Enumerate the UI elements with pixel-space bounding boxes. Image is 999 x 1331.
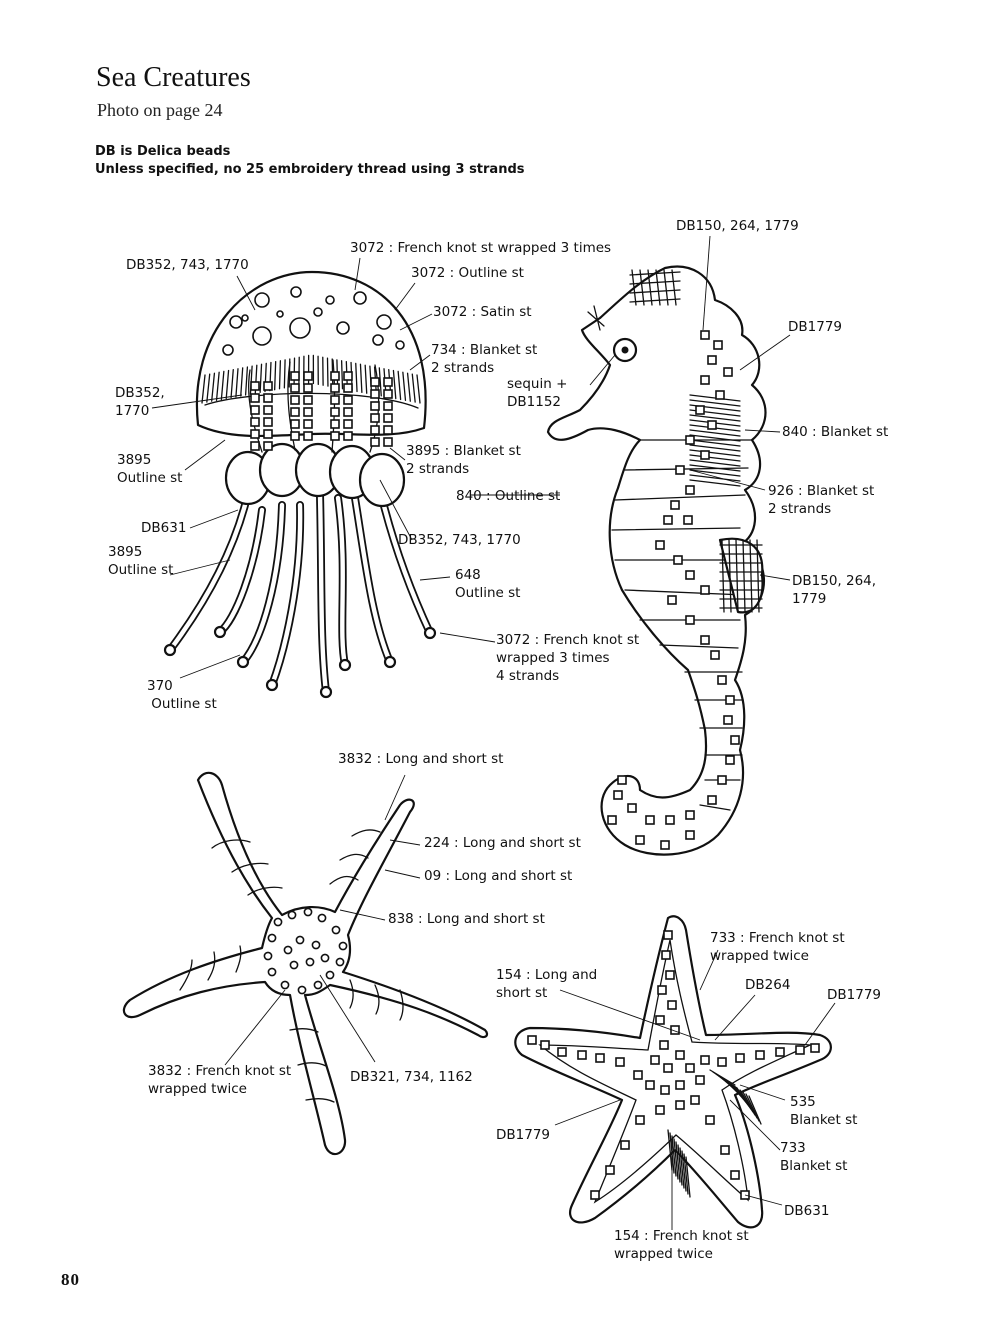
starfish-bead [591, 1191, 599, 1199]
brittle-star-band [352, 830, 380, 836]
seahorse-bead [686, 436, 694, 444]
jelly-bead [264, 442, 272, 450]
label-starfish-535: 535 Blanket st [790, 1094, 858, 1128]
starfish-bead [664, 931, 672, 939]
brittle-star-knot [268, 968, 275, 975]
seahorse-bead [718, 776, 726, 784]
jelly-bead [304, 384, 312, 392]
starfish-bead [668, 1001, 676, 1009]
brittle-star-knot [326, 971, 333, 978]
jelly-bead [371, 402, 379, 410]
jelly-tentacle-tip [165, 645, 175, 655]
leader-line [385, 870, 420, 878]
jelly-rim-stitch [342, 361, 343, 389]
jelly-bead [371, 414, 379, 422]
brittle-star-knot [274, 918, 281, 925]
jelly-spot [242, 315, 248, 321]
seahorse-bead [646, 816, 654, 824]
jelly-bead [331, 372, 339, 380]
jelly-bead [331, 432, 339, 440]
jelly-bead [371, 438, 379, 446]
leader-line [185, 440, 225, 470]
jelly-bead [304, 372, 312, 380]
label-jelly-french-knot: 3072 : French knot st wrapped 3 times [350, 240, 612, 256]
label-seahorse-db1779: DB1779 [788, 319, 843, 335]
seahorse-bead [726, 756, 734, 764]
jelly-tentacle-tip [385, 657, 395, 667]
jelly-bead [251, 382, 259, 390]
starfish-bead [616, 1058, 624, 1066]
seahorse-bead [674, 556, 682, 564]
starfish-bead [796, 1046, 804, 1054]
brittle-star-knot [296, 936, 303, 943]
brittle-star-knot [339, 942, 346, 949]
label-brittle-db321: DB321, 734, 1162 [350, 1069, 473, 1085]
seahorse-bead [628, 804, 636, 812]
jelly-bead [291, 432, 299, 440]
brittle-star-knot [281, 981, 288, 988]
label-seahorse-db150-fin: DB150, 264, 1779 [792, 573, 877, 607]
label-brittle-3832: 3832 : Long and short st [338, 751, 504, 767]
jelly-bead [371, 378, 379, 386]
jelly-spot [377, 315, 391, 329]
label-seahorse-840-blanket: 840 : Blanket st [782, 424, 889, 440]
brittle-star-knot [312, 941, 319, 948]
jelly-bead [291, 384, 299, 392]
brittle-star-band [340, 854, 368, 860]
starfish-bead [660, 1041, 668, 1049]
jelly-bead [291, 396, 299, 404]
jelly-bead [264, 406, 272, 414]
label-jelly-370: 370 Outline st [147, 678, 217, 712]
starfish-bead [656, 1106, 664, 1114]
leader-line [555, 1100, 620, 1125]
seahorse-bead [716, 391, 724, 399]
jelly-spot [223, 345, 233, 355]
jelly-bead [331, 408, 339, 416]
jelly-bead [251, 442, 259, 450]
label-starfish-db1779-left: DB1779 [496, 1127, 551, 1143]
jelly-rim-stitch [284, 360, 285, 388]
page-subtitle: Photo on page 24 [97, 100, 223, 120]
seahorse-bead [701, 376, 709, 384]
starfish-bead [606, 1166, 614, 1174]
jelly-bead [384, 414, 392, 422]
starfish-bead [686, 1064, 694, 1072]
label-seahorse-926: 926 : Blanket st 2 strands [768, 483, 875, 517]
starfish-bead [528, 1036, 536, 1044]
label-seahorse-db150-top: DB150, 264, 1779 [676, 218, 799, 234]
jelly-tentacle-inner [272, 505, 300, 685]
seahorse-bead [701, 636, 709, 644]
label-brittle-224: 224 : Long and short st [424, 835, 581, 851]
jelly-bead [384, 438, 392, 446]
jelly-spot [337, 322, 349, 334]
brittle-star-knot [321, 954, 328, 961]
label-starfish-db264: DB264 [745, 977, 791, 993]
starfish-bead [676, 1081, 684, 1089]
seahorse-bead [708, 356, 716, 364]
jelly-bead [291, 420, 299, 428]
jelly-bead [251, 418, 259, 426]
label-jelly-3895-outline-a: 3895 Outline st [117, 452, 183, 486]
starfish-bead [664, 1064, 672, 1072]
seahorse-bead [671, 501, 679, 509]
jelly-bead [264, 418, 272, 426]
jelly-bead [344, 396, 352, 404]
jelly-spot [291, 287, 301, 297]
brittle-star-knot [288, 911, 295, 918]
jelly-bead [344, 408, 352, 416]
seahorse-bead [724, 368, 732, 376]
starfish-bead [621, 1141, 629, 1149]
label-starfish-db631: DB631 [784, 1203, 830, 1219]
seahorse-bead [708, 421, 716, 429]
label-jelly-db352-bottom: DB352, 743, 1770 [398, 532, 521, 548]
leader-line [420, 577, 450, 580]
starfish-bead [701, 1056, 709, 1064]
leader-line [440, 633, 495, 642]
seahorse-bead [614, 791, 622, 799]
label-starfish-154-long: 154 : Long and short st [496, 967, 598, 1001]
starfish-bead [676, 1101, 684, 1109]
leader-line [225, 990, 285, 1065]
label-jelly-db631: DB631 [141, 520, 187, 536]
starfish-bead [736, 1054, 744, 1062]
jellyfish-illustration [165, 272, 435, 697]
seahorse-bead [708, 796, 716, 804]
jelly-bead [291, 408, 299, 416]
starfish-bead [661, 1086, 669, 1094]
jelly-bead [304, 420, 312, 428]
starfish-hatch [749, 1096, 761, 1124]
jelly-tentacle-tip [321, 687, 331, 697]
starfish-hatch [746, 1094, 759, 1121]
starfish-bead [706, 1116, 714, 1124]
starfish-bead [646, 1081, 654, 1089]
jelly-spot [255, 293, 269, 307]
seahorse-bead [726, 696, 734, 704]
jelly-bead [384, 390, 392, 398]
brittle-star-knot [264, 952, 271, 959]
seahorse-bead [696, 406, 704, 414]
seahorse-bead [656, 541, 664, 549]
starfish-bead [691, 1096, 699, 1104]
label-seahorse-sequin: sequin + DB1152 [507, 376, 568, 410]
brittle-star-knot [306, 958, 313, 965]
jelly-bead [331, 420, 339, 428]
seahorse-bead [686, 616, 694, 624]
page-title: Sea Creatures [96, 62, 251, 93]
seahorse-bead [718, 676, 726, 684]
jelly-spot [396, 341, 404, 349]
starfish-bead [651, 1056, 659, 1064]
jelly-spot [354, 292, 366, 304]
starfish-bead [718, 1058, 726, 1066]
starfish-bead [596, 1054, 604, 1062]
starfish-bead [811, 1044, 819, 1052]
seahorse-bead [608, 816, 616, 824]
jelly-spot [253, 327, 271, 345]
label-starfish-db1779-right: DB1779 [827, 987, 882, 1003]
label-starfish-733-blanket: 733 Blanket st [780, 1140, 848, 1174]
starfish-bead [662, 951, 670, 959]
seahorse-bead [686, 571, 694, 579]
label-brittle-french-knot: 3832 : French knot st wrapped twice [148, 1063, 292, 1097]
seahorse-bead [618, 776, 626, 784]
brittle-star-knot [284, 946, 291, 953]
jelly-bead [264, 394, 272, 402]
note-delica: DB is Delica beads [95, 144, 231, 159]
jelly-bead [344, 420, 352, 428]
label-starfish-154-knot: 154 : French knot st wrapped twice [614, 1228, 749, 1262]
label-jelly-648: 648 Outline st [455, 567, 521, 601]
seahorse-bead [676, 466, 684, 474]
seahorse-bead [684, 516, 692, 524]
jelly-bead [371, 426, 379, 434]
leader-line [190, 510, 238, 528]
jelly-tentacle-tip [425, 628, 435, 638]
brittle-star-knot [304, 908, 311, 915]
label-jelly-blanket-734: 734 : Blanket st 2 strands [431, 342, 538, 376]
seahorse-bead [714, 341, 722, 349]
jelly-spot [326, 296, 334, 304]
jelly-bead [384, 426, 392, 434]
starfish-bead [578, 1051, 586, 1059]
jelly-tentacle-tip [267, 680, 277, 690]
jelly-bead [304, 396, 312, 404]
seahorse-bead [701, 331, 709, 339]
jelly-spot [373, 335, 383, 345]
jelly-bead [344, 384, 352, 392]
jelly-bead [251, 406, 259, 414]
brittle-star-knot [314, 981, 321, 988]
page-number: 80 [61, 1270, 80, 1289]
starfish-hatch [743, 1092, 757, 1118]
brittle-star-knot [318, 914, 325, 921]
jelly-spot [230, 316, 242, 328]
jelly-tentacle-tip [215, 627, 225, 637]
jelly-bead [344, 432, 352, 440]
jelly-spot [314, 308, 322, 316]
jelly-bead [291, 372, 299, 380]
jelly-bead [264, 430, 272, 438]
jelly-spot [290, 318, 310, 338]
seahorse-bead [636, 836, 644, 844]
brittle-star-knot [290, 961, 297, 968]
starfish-bead [656, 1016, 664, 1024]
jelly-tentacle-tip [238, 657, 248, 667]
brittle-star-knot [268, 934, 275, 941]
jelly-spot [277, 311, 283, 317]
starfish-bead [558, 1048, 566, 1056]
jelly-rim-stitch [280, 361, 281, 389]
starfish-bead [696, 1076, 704, 1084]
label-brittle-09: 09 : Long and short st [424, 868, 573, 884]
seahorse-bead [661, 841, 669, 849]
seahorse-bead [686, 831, 694, 839]
starfish-bead [676, 1051, 684, 1059]
seahorse-bead [731, 736, 739, 744]
starfish-bead [634, 1071, 642, 1079]
label-jelly-outline: 3072 : Outline st [411, 265, 524, 281]
jelly-bead [384, 378, 392, 386]
seahorse-bead [711, 651, 719, 659]
label-jelly-blanket-3895: 3895 : Blanket st 2 strands [406, 443, 521, 477]
note-thread: Unless specified, no 25 embroidery thread using 3 strands [95, 162, 525, 177]
jelly-bead [304, 432, 312, 440]
jelly-frill [360, 454, 404, 506]
starfish-bead [721, 1146, 729, 1154]
jelly-bead [331, 396, 339, 404]
starfish-bead [658, 986, 666, 994]
seahorse-bead [686, 486, 694, 494]
jelly-tentacle-tip [340, 660, 350, 670]
label-jelly-db352-1770: DB352, 1770 [115, 385, 165, 419]
jelly-bead [251, 394, 259, 402]
leader-line [180, 655, 240, 678]
label-starfish-733-knot: 733 : French knot st wrapped twice [710, 930, 845, 964]
jelly-bead [371, 390, 379, 398]
seahorse-bead [701, 451, 709, 459]
starfish-bead [776, 1048, 784, 1056]
starfish-bead [756, 1051, 764, 1059]
brittle-star-knot [332, 926, 339, 933]
brittle-star-knot [336, 958, 343, 965]
jelly-bead [251, 430, 259, 438]
leader-line [395, 283, 415, 310]
seahorse-bead [724, 716, 732, 724]
label-brittle-838: 838 : Long and short st [388, 911, 545, 927]
seahorse-illustration [548, 267, 766, 855]
label-jelly-satin: 3072 : Satin st [433, 304, 532, 320]
label-jelly-3895-outline-b: 3895 Outline st [108, 544, 174, 578]
seahorse-bead [668, 596, 676, 604]
starfish-bead [731, 1171, 739, 1179]
jelly-bead [304, 408, 312, 416]
starfish-bead [666, 971, 674, 979]
brittle-star-knot [298, 986, 305, 993]
jelly-bead [331, 384, 339, 392]
seahorse-bead [666, 816, 674, 824]
jelly-bead [264, 382, 272, 390]
label-jelly-840-outline: 840 : Outline st [456, 488, 561, 504]
jelly-bead [384, 402, 392, 410]
starfish-bead [636, 1116, 644, 1124]
jelly-bead [344, 372, 352, 380]
label-jelly-french-knot-4: 3072 : French knot st wrapped 3 times 4 strands [496, 632, 640, 684]
seahorse-bead [686, 811, 694, 819]
seahorse-bead [664, 516, 672, 524]
label-jelly-db352-top: DB352, 743, 1770 [126, 257, 249, 273]
starfish-bead [541, 1041, 549, 1049]
seahorse-bead [701, 586, 709, 594]
